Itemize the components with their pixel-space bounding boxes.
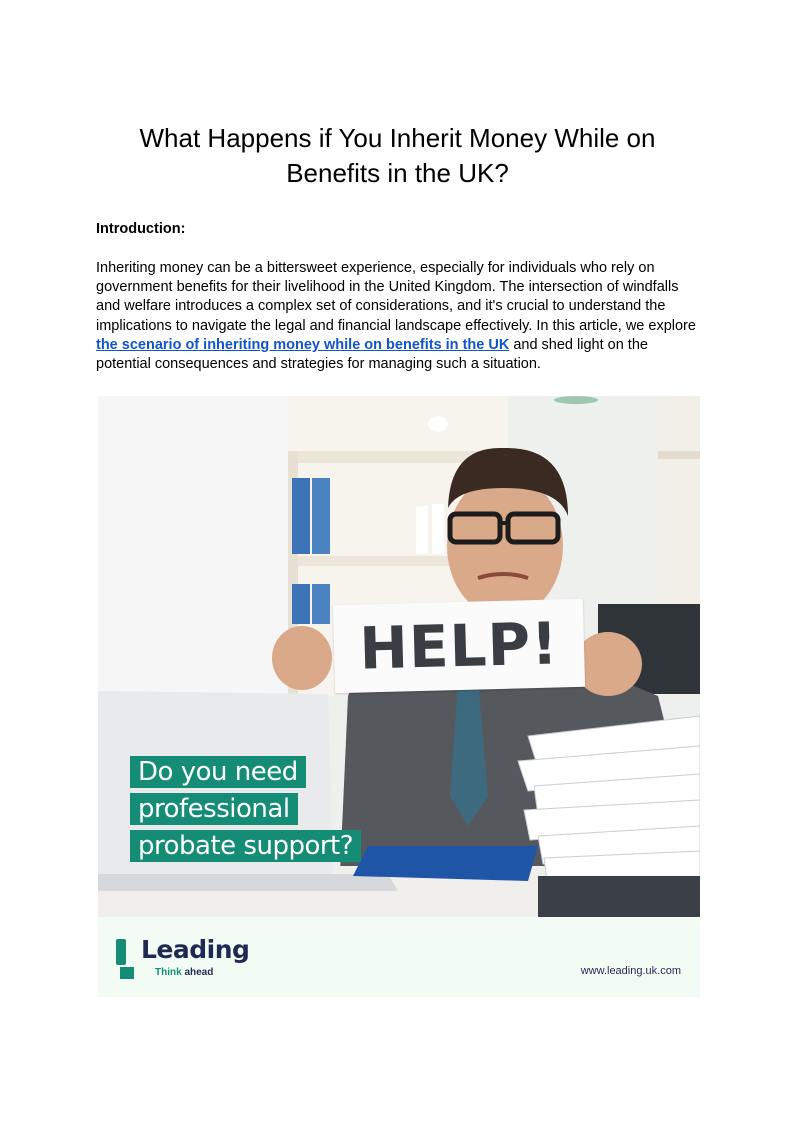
help-sign: HELP! [333, 599, 585, 694]
paragraph-text-after-link: and shed light on the potential consequences and strategies for managing such a situation. [96, 336, 648, 373]
title-line-1: What Happens if You Inherit Money While on [139, 123, 656, 153]
website-url: www.leading.uk.com [580, 965, 681, 977]
tagline-think: Think [155, 967, 182, 978]
promo-image [98, 396, 700, 917]
cta-text-block [130, 756, 361, 867]
paragraph-text-before-link: Inheriting money can be a bittersweet experience, especially for individuals who rely on government benefits for their livelihood in the United Kingdom. The intersection of windfalls and welfare introduces a complex set of considerations, and it's crucial to understand the implications to navigate the legal and financial landscape effectively. In this article, we explore [96, 260, 696, 334]
cta-line-2: professional [130, 793, 298, 825]
cta-line-1: Do you need [130, 756, 306, 788]
article-title [96, 121, 699, 191]
brand-footer-banner [98, 917, 700, 997]
inherit-benefits-link[interactable]: the scenario of inheriting money while on benefits in the UK [96, 336, 510, 353]
intro-paragraph [96, 259, 701, 374]
intro-heading: Introduction: [96, 221, 186, 237]
title-line-2: Benefits in the UK? [286, 158, 509, 188]
brand-name: Leading [141, 935, 250, 964]
leading-logo-icon [116, 939, 140, 981]
brand-tagline [155, 967, 213, 978]
cta-line-3: probate support? [130, 830, 361, 862]
tagline-ahead: ahead [184, 967, 214, 978]
